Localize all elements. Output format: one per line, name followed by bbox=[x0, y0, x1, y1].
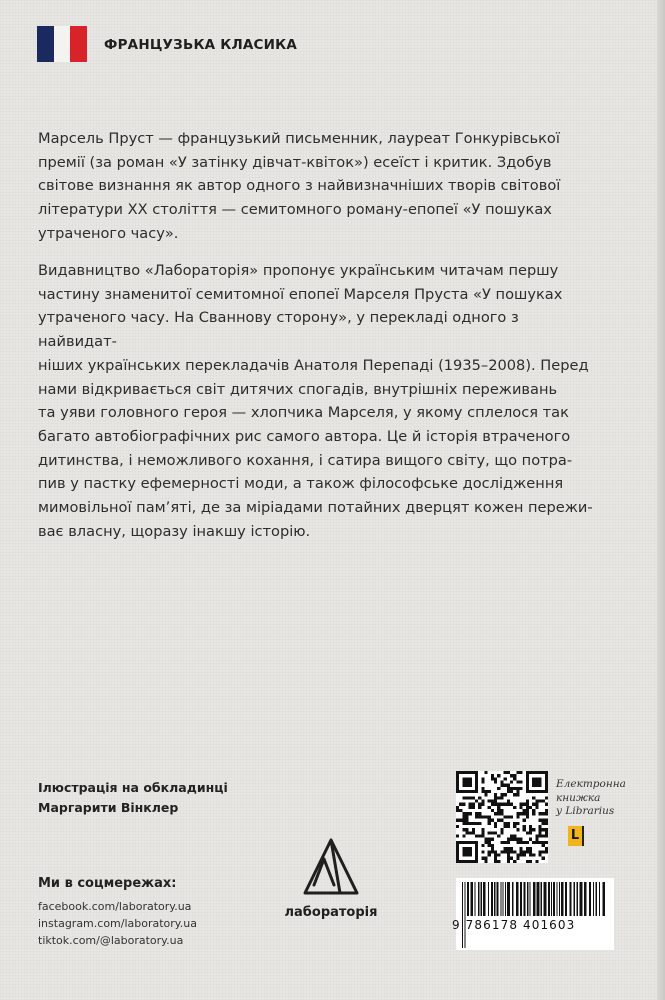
publisher-logo-icon bbox=[300, 835, 362, 901]
book-description: Видавництво «Лабораторія» пропонує українським читачам першу частину знаменитої семитомної епопеї Марселя Пруста «У пошуках утраченого часу. На Сваннову сторону», у перекладі одного з найвидат- ніших українських перекладачів Анатоля Перепаді (1935–2008). Перед нами відкривається світ дитячих спогадів, внутрішніх переживань та уяви головного героя — хлопчика Марселя, у якому сплелося так багато автобіографічних рис самого автора. Це й історія втраченого дитинства, і неможливого кохання, і сатира вищого світу, що потра- пив у пастку ефемерності моди, а також філософське дослідження мимовільної пам’яті, де за міріадами потайних дверцят кожен пережи- ває власну, щоразу інакшу історію. bbox=[38, 262, 593, 540]
social-title: Ми в соцмережах: bbox=[38, 876, 177, 891]
series-title: ФРАНЦУЗЬКА КЛАСИКА bbox=[104, 37, 298, 53]
author-description: Марсель Пруст — французький письменник, лауреат Гонкурівської премії (за роман «У затінку дівчат-квіток») есеїст і критик. Здобув світове визнання як автор одного з найвизначніших творів світової літератури XX століття — семитомного роману-епопеї «У пошуках утраченого часу». bbox=[38, 130, 561, 242]
qr-code[interactable] bbox=[456, 771, 548, 863]
illustration-credit-line2: Маргарити Вінклер bbox=[38, 800, 179, 815]
cover-edge bbox=[657, 0, 665, 1000]
ebook-label-line2: книжка bbox=[556, 791, 601, 804]
ebook-label bbox=[556, 778, 626, 819]
social-links bbox=[38, 898, 197, 949]
illustration-credit-line1: Ілюстрація на обкладинці bbox=[38, 780, 228, 795]
qr-modules bbox=[456, 771, 548, 863]
social-link-instagram[interactable]: instagram.com/laboratory.ua bbox=[38, 917, 197, 930]
flag-red-stripe bbox=[70, 26, 87, 62]
barcode-bars bbox=[462, 882, 605, 948]
librarius-logo-icon: L bbox=[568, 826, 584, 846]
publisher-logo bbox=[276, 835, 386, 920]
isbn-number: 9 786178 401603 bbox=[452, 918, 576, 932]
illustration-credit bbox=[38, 778, 228, 818]
flag-white-stripe bbox=[54, 26, 71, 62]
ebook-label-line3: у Librarius bbox=[556, 805, 615, 817]
social-link-tiktok[interactable]: tiktok.com/@laboratory.ua bbox=[38, 934, 184, 947]
publisher-name: лабораторія bbox=[284, 905, 378, 920]
french-flag-icon bbox=[37, 26, 87, 62]
social-link-facebook[interactable]: facebook.com/laboratory.ua bbox=[38, 900, 192, 913]
ebook-label-line1: Електронна bbox=[556, 778, 626, 790]
flag-blue-stripe bbox=[37, 26, 54, 62]
isbn-barcode bbox=[456, 878, 614, 950]
